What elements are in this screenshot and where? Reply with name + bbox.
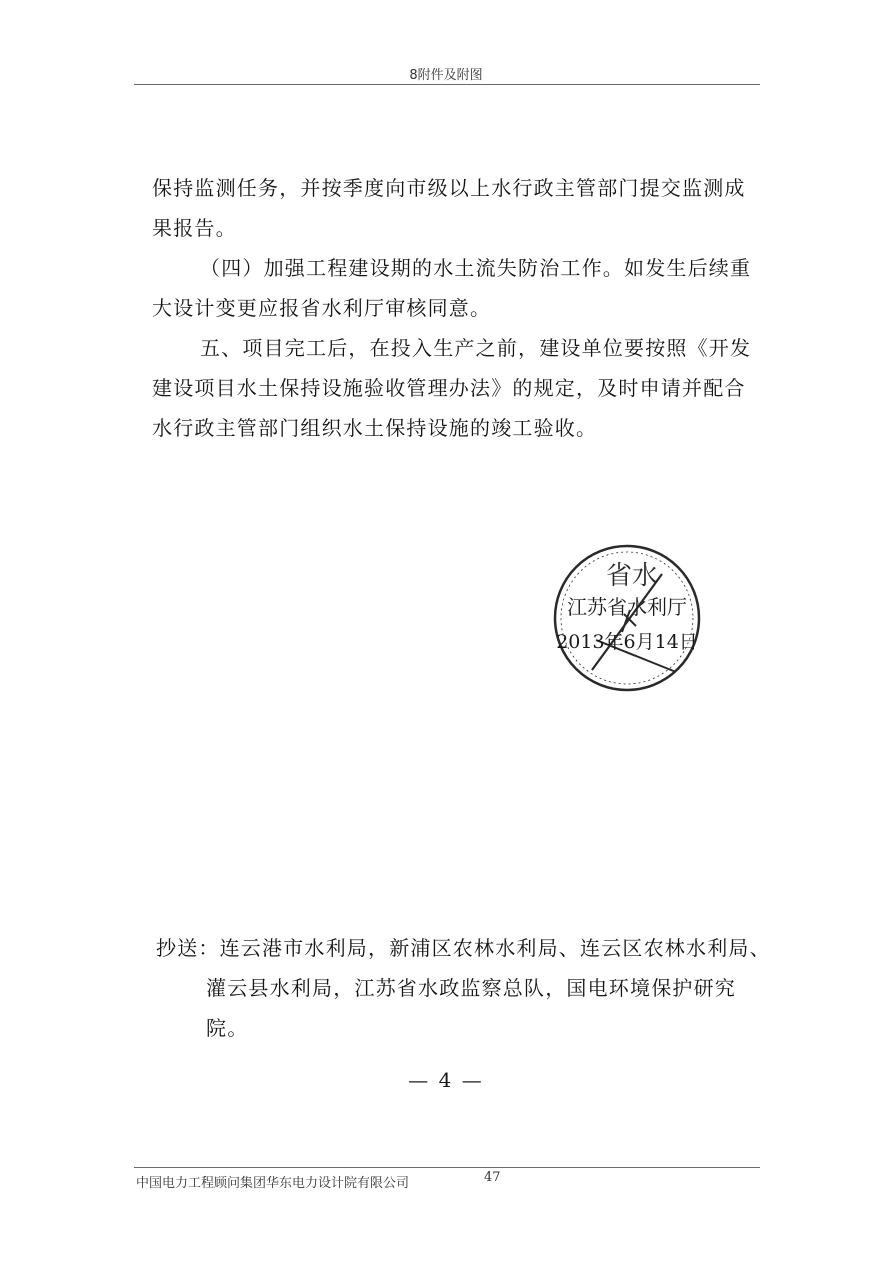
cc-line: 抄送：连云港市水利局，新浦区农林水利局、连云区农林水利局、 — [156, 936, 771, 960]
footer-rule — [134, 1167, 760, 1168]
issue-date: 2013年6月14日 — [556, 631, 698, 653]
issuer-name: 江苏省水利厅 — [567, 595, 687, 619]
body-line: 果报告。 — [152, 216, 237, 240]
page-number: — 4 — — [408, 1068, 484, 1092]
body-line: 建设项目水土保持设施验收管理办法》的规定，及时申请并配合 — [152, 376, 746, 400]
official-seal — [536, 540, 718, 700]
body-line: 水行政主管部门组织水土保持设施的竣工验收。 — [152, 416, 598, 440]
seal-top-text: 省水 — [605, 561, 659, 591]
cc-line: 灌云县水利局，江苏省水政监察总队，国电环境保护研究 — [206, 976, 736, 1000]
header-section-title: 8附件及附图 — [409, 68, 483, 83]
body-line: 五、项目完工后，在投入生产之前，建设单位要按照《开发 — [200, 336, 752, 360]
body-line: 大设计变更应报省水利厅审核同意。 — [152, 296, 492, 320]
body-line: 保持监测任务，并按季度向市级以上水行政主管部门提交监测成 — [152, 176, 746, 200]
body-line: （四）加强工程建设期的水土流失防治工作。如发生后续重 — [200, 256, 752, 280]
footer-company: 中国电力工程顾问集团华东电力设计院有限公司 — [136, 1176, 410, 1191]
footer-page-number: 47 — [484, 1170, 501, 1185]
cc-line: 院。 — [206, 1016, 249, 1040]
header-rule — [134, 84, 760, 85]
